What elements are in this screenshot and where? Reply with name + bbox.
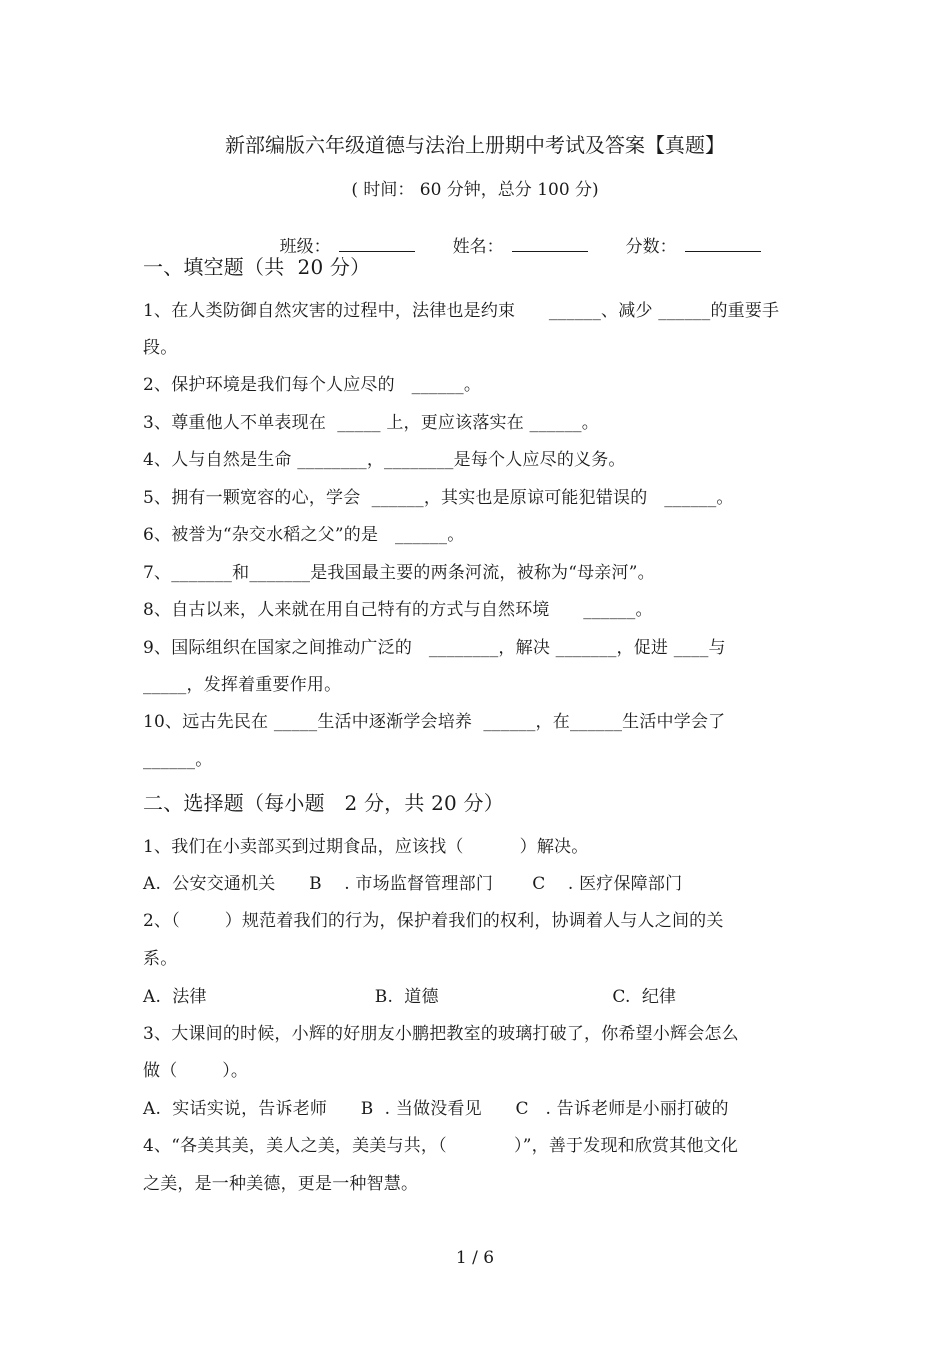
question-line: 段。: [143, 338, 178, 358]
question-line: 10、远古先民在 _____生活中逐渐学会培养 ______，在______生活中学会了: [143, 712, 726, 732]
exam-duration-info: ( 时间： 60 分钟，总分 100 分): [351, 180, 599, 200]
question-line: 6、被誉为“杂交水稻之父”的是 ______。: [143, 525, 465, 545]
question-line: _____，发挥着重要作用。: [143, 675, 342, 695]
question-line: 2、保护环境是我们每个人应尽的 ______。: [143, 375, 482, 395]
question-line: 7、_______和_______是我国最主要的两条河流，被称为“母亲河”。: [143, 563, 655, 583]
class-label: 班级：: [279, 237, 331, 257]
question-line: ______。: [143, 750, 213, 770]
question-line: 2、（ ）规范着我们的行为，保护着我们的权利，协调着人与人之间的关: [143, 911, 724, 931]
answer-options: A. 实话实说，告诉老师 B . 当做没看见 C . 告诉老师是小丽打破的: [143, 1099, 729, 1119]
question-line: 3、大课间的时候，小辉的好朋友小鹏把教室的玻璃打破了，你希望小辉会怎么: [143, 1024, 739, 1044]
question-line: 1、在人类防御自然灾害的过程中，法律也是约束 ______、减少 ______的重要手: [143, 301, 780, 321]
name-label: 姓名：: [452, 237, 504, 257]
page-title: 新部编版六年级道德与法治上册期中考试及答案【真题】: [225, 133, 725, 157]
answer-options: A. 法律 B. 道德 C. 纪律: [143, 987, 677, 1007]
question-line: 4、人与自然是生命 ________，________是每个人应尽的义务。: [143, 450, 626, 470]
page-indicator: 1 / 6: [455, 1248, 495, 1268]
question-line: 做（ ）。: [143, 1061, 249, 1081]
question-line: 1、我们在小卖部买到过期食品，应该找（ ）解决。: [143, 837, 589, 857]
question-line: 4、“各美其美，美人之美，美美与共，（ ）”，善于发现和欣赏其他文化: [143, 1136, 739, 1156]
question-line: 9、国际组织在国家之间推动广泛的 ________，解决 _______，促进 ____与: [143, 638, 726, 658]
name-field: [431, 212, 588, 277]
score-field: [604, 212, 761, 277]
name-blank: [512, 237, 588, 252]
question-line: 8、自古以来，人来就在用自己特有的方式与自然环境 ______。: [143, 600, 653, 620]
question-line: 5、拥有一颗宽容的心，学会 ______，其实也是原谅可能犯错误的 ______。: [143, 488, 734, 508]
class-blank: [339, 237, 415, 252]
score-blank: [685, 237, 761, 252]
score-label: 分数：: [625, 237, 677, 257]
question-line: 之美，是一种美德，更是一种智慧。: [143, 1174, 419, 1194]
answer-options: A. 公安交通机关 B . 市场监督管理部门 C . 医疗保障部门: [143, 874, 683, 894]
question-line: 系。: [143, 949, 178, 969]
section-heading-multiple-choice: 二、选择题（每小题 2 分，共 20 分）: [143, 791, 504, 815]
section-heading-fill-in: 一、填空题（共 20 分）: [143, 255, 371, 279]
question-line: 3、尊重他人不单表现在 _____ 上，更应该落实在 ______。: [143, 413, 599, 433]
